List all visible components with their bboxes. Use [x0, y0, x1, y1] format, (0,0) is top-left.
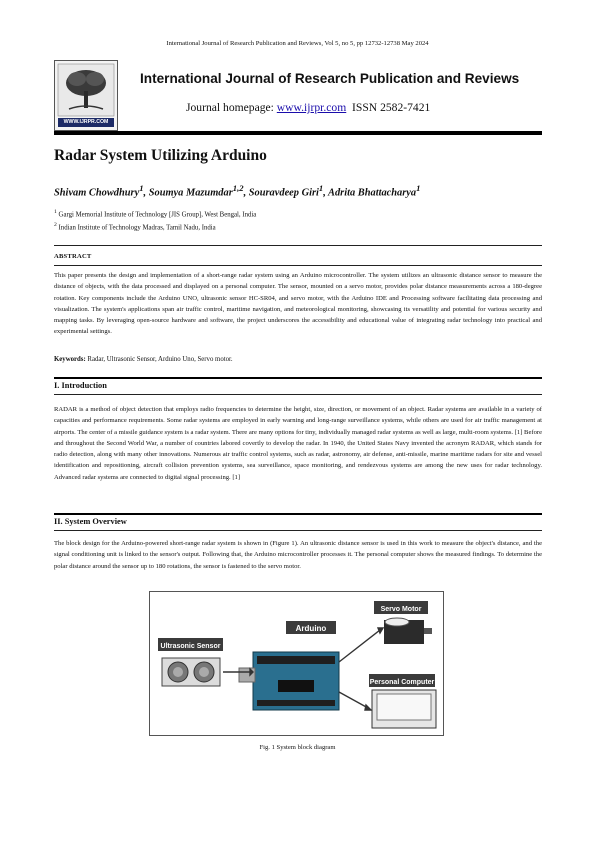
author-name: Shivam Chowdhury: [54, 187, 140, 199]
header-rule: [54, 131, 542, 135]
arrow-head-icon: [378, 628, 383, 633]
divider: [54, 377, 542, 379]
homepage-label: Journal homepage:: [186, 101, 277, 114]
keywords: [54, 356, 233, 363]
arduino-computer-arrow: [339, 692, 368, 708]
logo-text: WWW.IJRPR.COM: [63, 119, 109, 125]
figure-1: [149, 591, 444, 736]
affiliation: [54, 209, 256, 218]
divider: [54, 245, 542, 246]
author-sup: 1: [139, 183, 144, 193]
servo-label: Servo Motor: [380, 606, 422, 613]
author-name: Souravdeep Giri: [248, 187, 319, 199]
figure-caption: Fig. 1 System block diagram: [259, 744, 336, 751]
section-heading: II. System Overview: [54, 517, 127, 526]
section-heading: I. Introduction: [54, 381, 107, 390]
ultrasonic-sensor-icon: [162, 658, 220, 686]
arduino-board-icon: [239, 652, 339, 710]
section-text: The block design for the Arduino-powered short-range radar system is shown in (Figure 1). An ultrasonic distance sensor is used in this work to measure the object's distance, and the signal conditioning unit is linked to the sensor's output. Following that, the Arduino microcontroller processes it. The personal computer shows the measured findings. To determine the polar distance around the sensor up to 180 rotations, the sensor is fastened to the servo motor.: [54, 540, 542, 570]
arduino-servo-arrow: [339, 630, 380, 662]
abstract-label: ABSTRACT: [54, 253, 92, 260]
author-sup: 1,2: [232, 183, 244, 193]
servo-motor-icon: [384, 618, 432, 644]
journal-homepage: [186, 101, 430, 114]
arrow-head-icon: [365, 705, 371, 710]
divider: [54, 265, 542, 266]
affiliation-text: Indian Institute of Technology Madras, Tamil Nadu, India: [58, 224, 216, 232]
author-name: Adrita Bhattacharya: [328, 187, 417, 199]
computer-icon: [372, 690, 436, 728]
author-sup: 1: [318, 183, 324, 193]
affiliation-text: Gargi Memorial Institute of Technology [JIS Group], West Bengal, India: [58, 211, 257, 219]
ultrasonic-label: Ultrasonic Sensor: [160, 643, 221, 650]
block-diagram: [150, 592, 443, 735]
journal-logo: [54, 60, 118, 131]
author-list: Shivam Chowdhury$^1$, Soumya Mazumdar$^{1,2}$, Souravdeep Giri$^1$, Adrita Bhattacharya$^1$: [54, 183, 421, 199]
affiliation-sup: 1: [54, 209, 57, 215]
author-sup: 1: [416, 183, 421, 193]
section-text: RADAR is a method of object detection that employs radio frequencies to determine the height, size, direction, or movement of an object. Radar systems are available in a variety of capacities and performance requirements. Some radar systems are employed in early warning and long-range surveillance systems, while others are used for air traffic management at airports. The center of a missile guidance system is a radar system. There are many options for tiny, individually managed radar systems as well as large, multi-room systems. [1] Before and throughout the Second World War, a number of countries labored covertly to develop the radar. In 1940, the United States Navy invented the acronym RADAR, which stands for radio detection, along with many other innovations. Numerous air traffic control systems, such as radar, astronomy, air defense, anti-missile, marine maritime radars for site and vessel identification and repositioning, aircraft collision prevention systems, sea surveillance, space monitoring, and rendezvous systems are among the new uses for radar technology. Advanced radar systems are connected to digital signal processing. [1]: [54, 406, 542, 481]
affiliation-sup: 2: [54, 222, 57, 228]
divider: [54, 394, 542, 395]
homepage-link[interactable]: www.ijrpr.com: [276, 101, 347, 114]
running-head: International Journal of Research Publication and Reviews, Vol 5, no 5, pp 12732-12738 May 2024: [166, 40, 429, 47]
divider: [54, 513, 542, 515]
computer-label: Personal Computer: [369, 679, 435, 686]
paper-title: Radar System Utilizing Arduino: [54, 147, 267, 164]
divider: [54, 530, 542, 531]
arduino-label: Arduino: [295, 624, 327, 633]
keywords-label: Keywords:: [54, 356, 86, 363]
journal-name: International Journal of Research Publication and Reviews: [140, 71, 520, 86]
abstract-text: This paper presents the design and implementation of a short-range radar system using an Arduino microcontroller. The system utilizes an ultrasonic distance sensor to measure the distance of objects, with the data processed and displayed on a personal computer. The sensor, mounted on a servo motor, provides polar distance measurements across a 180-degree rotation. Key components include the Arduino UNO, ultrasonic sensor HC-SR04, and servo motor, with the Arduino IDE and Processing software facilitating data processing and visualization. The system's applications span air traffic control, maritime navigation, and meteorological monitoring, showcasing its versatility and potential for various security and mapping tasks. By leveraging open-source hardware and software, the project underscores the accessibility and educational value of integrating radar technology into practical and experimental settings.: [54, 272, 542, 336]
author-name: Soumya Mazumdar: [148, 187, 233, 199]
issn: ISSN 2582-7421: [352, 101, 431, 114]
keywords-list: Radar, Ultrasonic Sensor, Arduino Uno, Servo motor.: [85, 356, 233, 363]
affiliation: [54, 222, 216, 231]
